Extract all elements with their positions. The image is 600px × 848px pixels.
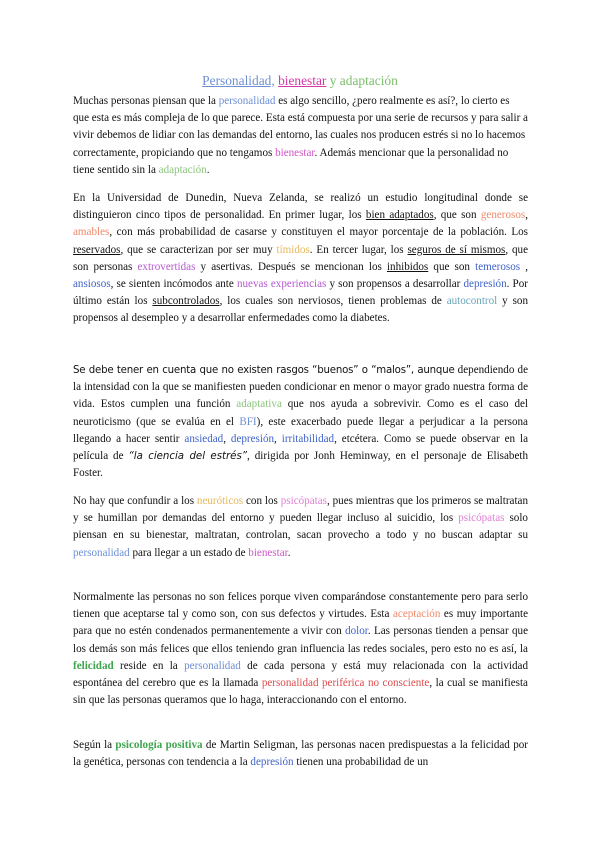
text: En la Universidad de Dunedin, Nueva Zelanda, se realizó un estudio longitudinal donde se distinguieron cinco tipos de personalidad. En primer lugar, los	[73, 192, 528, 222]
keyword-psicopatas: psicópatas	[458, 512, 505, 525]
text: , que se caracterizan por ser muy	[120, 243, 277, 256]
text: y son propensos a desarrollar	[326, 278, 464, 291]
text: ,	[525, 209, 528, 222]
title-personalidad: Personalidad,	[202, 73, 275, 88]
text: , dirigida por Jonh Heminway, en el personaje de Elisabeth Foster.	[73, 450, 528, 480]
keyword-adaptacion: adaptación	[158, 163, 207, 176]
text: que nos ayuda a sobrevivir. Como es el caso del neuroticismo (que se evalúa en el	[73, 398, 528, 428]
text: es algo sencillo, ¿pero realmente es así?, lo cierto es que esta es más compleja de lo que parece. Esta está compuesta por una serie de recursos y para salir a vivir debemos de lidiar con las demandas del entorno, las cuales nos producen estrés si no lo hacemos correctamente, propiciando que no tengamos	[73, 95, 528, 159]
paragraph-dunedin	[73, 190, 528, 328]
film-title: “la ciencia del estrés”	[128, 451, 248, 463]
text: , con más probabilidad de casarse y constituyen el mayor porcentaje de la población. Los	[109, 226, 528, 239]
keyword-autocontrol: autocontrol	[446, 295, 498, 308]
term-reservados: reservados	[73, 243, 121, 256]
keyword-depresion: depresión	[250, 756, 294, 769]
text: solo piensan en su bienestar, maltratan, controlan, sacan provecho a todo y no buscan adaptar su	[73, 512, 528, 542]
keyword-neuroticos: neuróticos	[196, 495, 244, 507]
text: . En tercer lugar, los	[309, 243, 408, 256]
keyword-psicopatas: psicópatas	[280, 495, 327, 507]
term-subcontrolados: subcontrolados	[152, 295, 220, 308]
text: . Por último están los	[73, 278, 528, 308]
text: No hay que confundir a los	[73, 495, 197, 507]
text: Normalmente las personas no son felices porque viven comparándose constantemente pero para serlo tienen que aceptarse tal y como son, con sus defectos y virtudes. Esta	[73, 591, 528, 621]
text: Muchas personas piensan que la	[73, 95, 219, 107]
paragraph-seligman	[73, 737, 528, 771]
keyword-bienestar: bienestar	[248, 546, 288, 559]
text: , la cual se manifiesta sin que las personas queramos que lo haga, interaccionando con el entorno.	[73, 677, 528, 707]
title-bienestar: bienestar	[278, 73, 327, 88]
keyword-extrovertidas: extrovertidas	[137, 260, 196, 273]
keyword-aceptacion: aceptación	[392, 608, 441, 621]
paragraph-rasgos	[73, 362, 528, 482]
text: .	[206, 163, 210, 176]
text: dependiendo de la intensidad con la que se manifiesten pueden condicionar en menor o mayor grado nuestra forma de vida. Estos cumplen una función	[73, 364, 528, 411]
text: Según la	[73, 739, 116, 751]
text: , se sienten incómodos ante	[110, 278, 237, 291]
title-adaptacion: y adaptación	[329, 73, 398, 88]
keyword-ansiosos: ansiosos	[73, 278, 111, 291]
term-inhibidos: inhibidos	[386, 260, 429, 273]
keyword-dolor: dolor	[345, 625, 368, 638]
text: ), este exacerbado puede llegar a perjudicar a la persona llegando a hacer sentir	[73, 415, 528, 445]
term-seguros: seguros de sí mismos	[407, 243, 506, 256]
keyword-amables: amables	[73, 226, 110, 239]
text: tienen una probabilidad de un	[293, 756, 429, 769]
paragraph-neuroticos	[73, 493, 528, 562]
keyword-depresion: depresión	[463, 278, 507, 291]
text: . Las personas tienden a pensar que los demás son más felices que ellos teniendo gran influencia las redes sociales, pero esto no es así, la	[73, 625, 528, 655]
keyword-generosos: generosos	[480, 209, 526, 222]
text: es muy importante para que no estén condenados permanentemente a vivir con	[73, 608, 528, 638]
term-bien-adaptados: bien adaptados	[365, 209, 434, 222]
keyword-psicologia-positiva: psicología positiva	[115, 739, 203, 751]
text: para llegar a un estado de	[129, 546, 249, 559]
text: que son	[428, 260, 476, 273]
text: y son propensos al desempleo y a desarrollar enfermedades como la diabetes.	[73, 295, 528, 325]
keyword-bienestar: bienestar	[275, 146, 315, 159]
keyword-felicidad: felicidad	[73, 659, 114, 672]
text: , que son personas	[73, 243, 528, 273]
text: , los cuales son nerviosos, tienen problemas de	[219, 295, 447, 308]
keyword-personalidad: personalidad	[184, 659, 241, 672]
handwritten-sentence: Se debe tener en cuenta que no existen rasgos “buenos” o “malos”, aunque	[73, 365, 455, 376]
keyword-ansiedad: ansiedad	[184, 432, 224, 445]
text: .	[287, 546, 291, 559]
text: ,	[223, 432, 231, 445]
keyword-bfi: BFI	[239, 415, 257, 428]
text: , que son	[433, 209, 481, 222]
keyword-personalidad: personalidad	[73, 546, 130, 559]
keyword-irritabilidad: irritabilidad	[281, 432, 335, 445]
paragraph-felicidad	[73, 589, 528, 709]
text: ,	[274, 432, 282, 445]
text: con los	[243, 495, 281, 507]
keyword-temerosos: temerosos	[475, 260, 521, 273]
keyword-personalidad: personalidad	[218, 95, 276, 107]
text: . Además mencionar que la personalidad no tiene sentido sin la	[73, 146, 509, 176]
text: , pues mientras que los primeros se maltratan y se humillan por demandas del entorno y pueden llegar incluso al suicidio, los	[73, 495, 528, 525]
text: , etcétera. Como se puede observar en la película de	[73, 432, 528, 463]
text: y asertivas. Después se mencionan los	[195, 260, 387, 273]
paragraph-intro	[73, 93, 528, 179]
keyword-timidos: tímidos	[276, 243, 310, 256]
keyword-personalidad-periferica: personalidad periférica no consciente	[261, 677, 430, 690]
text: reside en la	[113, 659, 185, 672]
keyword-depresion: depresión	[230, 432, 275, 445]
keyword-nuevas-experiencias: nuevas experiencias	[236, 278, 327, 291]
text: de cada persona y está muy relacionada con la actividad espontánea del cerebro que es la llamada	[73, 659, 529, 690]
text: ,	[520, 260, 529, 273]
document-title	[0, 72, 600, 89]
text: de Martin Seligman, las personas nacen predispuestas a la felicidad por la genética, personas con tendencia a la	[73, 739, 528, 769]
keyword-adaptativa: adaptativa	[236, 398, 282, 411]
